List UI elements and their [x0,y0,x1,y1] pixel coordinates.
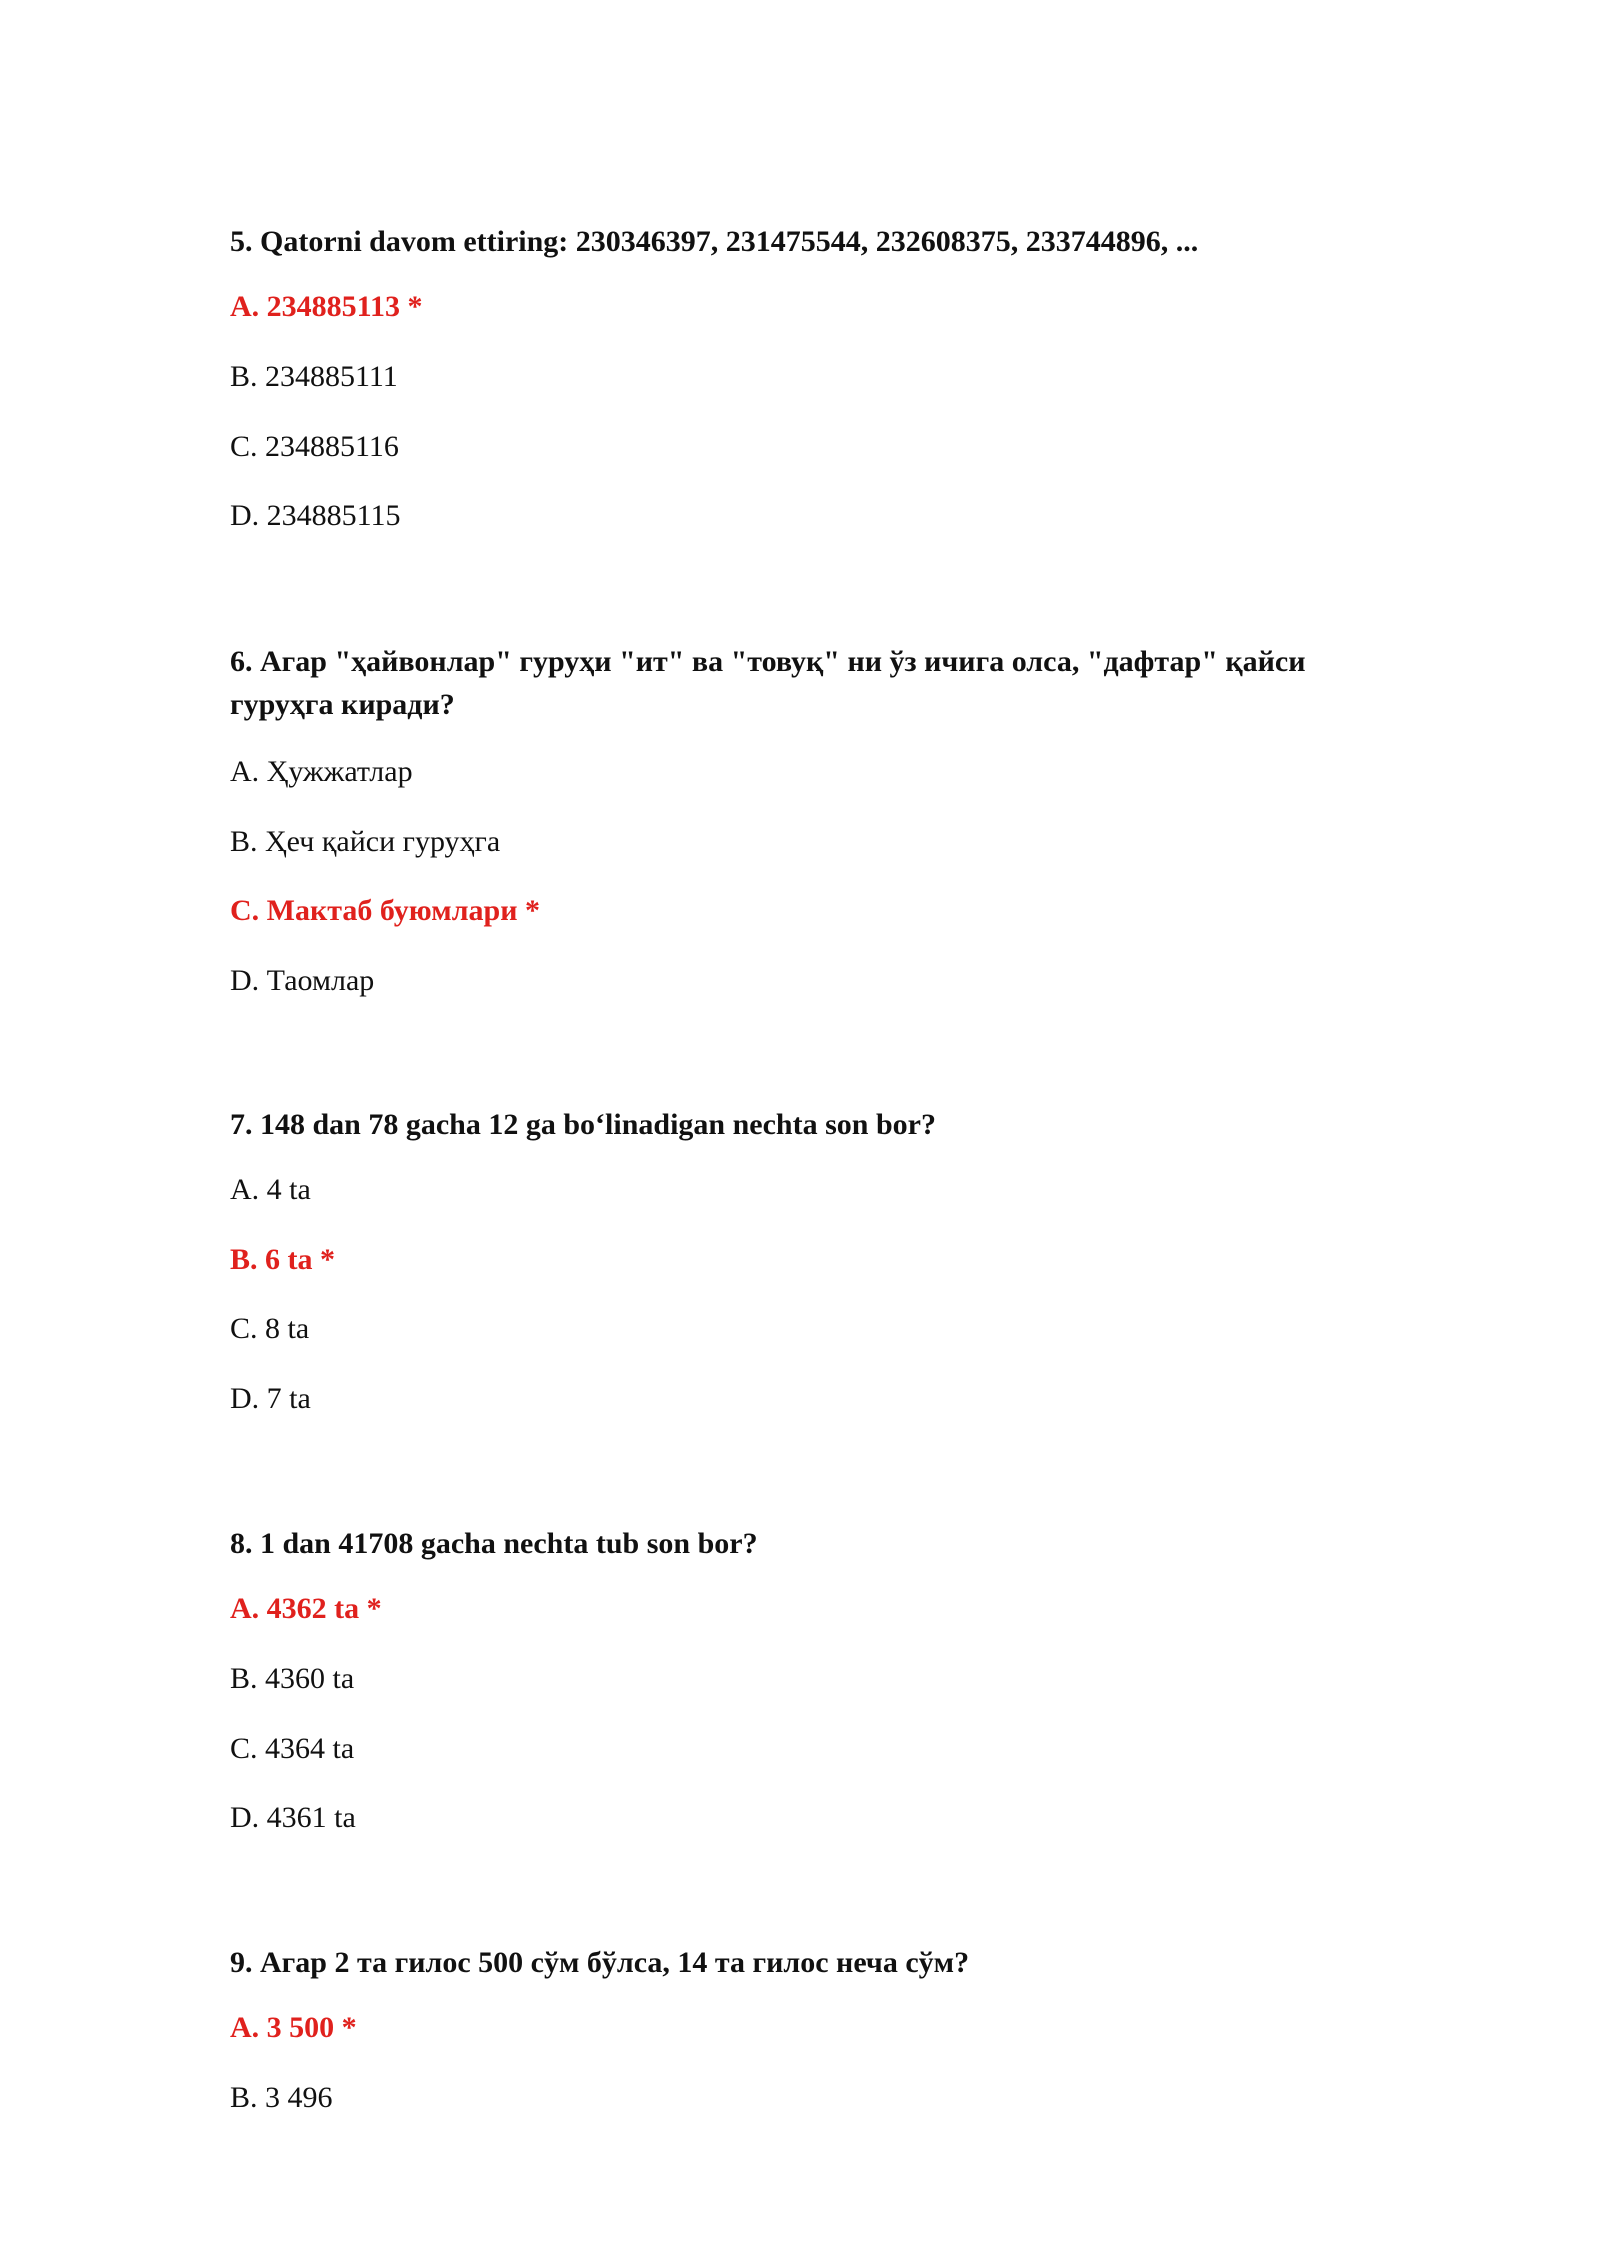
option-d: D. Таомлар [230,964,375,997]
question-text: 9. Агар 2 та гилос 500 сўм бўлса, 14 та гилос неча сўм? [230,1946,970,1979]
question-9 [230,1941,1410,2114]
question-5 [230,220,1410,532]
option-a: A. 4362 ta * [230,1592,382,1625]
option-a: A. Ҳужжатлар [230,755,413,788]
option-c: C. 4364 ta [230,1732,355,1765]
option-b: B. 4360 ta [230,1662,355,1695]
option-d: D. 7 ta [230,1382,311,1415]
option-b: B. 234885111 [230,360,398,393]
option-b: B. 6 ta * [230,1243,335,1276]
option-d: D. 4361 ta [230,1801,356,1834]
option-c: C. Мактаб буюмлари * [230,894,540,927]
question-text: 6. Агар "ҳайвонлар" гуруҳи "ит" ва "товуқ" ни ўз ичига олса, "дафтар" қайси гуруҳга киради? [230,645,1306,721]
option-a: A. 4 ta [230,1173,311,1206]
option-c: C. 8 ta [230,1312,310,1345]
question-8 [230,1522,1410,1834]
option-d: D. 234885115 [230,499,401,532]
question-text: 5. Qatorni davom ettiring: 230346397, 231475544, 232608375, 233744896, ... [230,225,1199,258]
option-a: A. 234885113 * [230,290,423,323]
question-text: 8. 1 dan 41708 gacha nechta tub son bor? [230,1527,758,1560]
option-c: C. 234885116 [230,430,399,463]
question-7 [230,1103,1410,1415]
option-b: B. 3 496 [230,2081,333,2114]
option-b: B. Ҳеч қайси гуруҳга [230,825,501,858]
question-6 [230,640,1410,997]
option-a: A. 3 500 * [230,2011,357,2044]
question-text: 7. 148 dan 78 gacha 12 ga bo‘linadigan nechta son bor? [230,1108,936,1141]
